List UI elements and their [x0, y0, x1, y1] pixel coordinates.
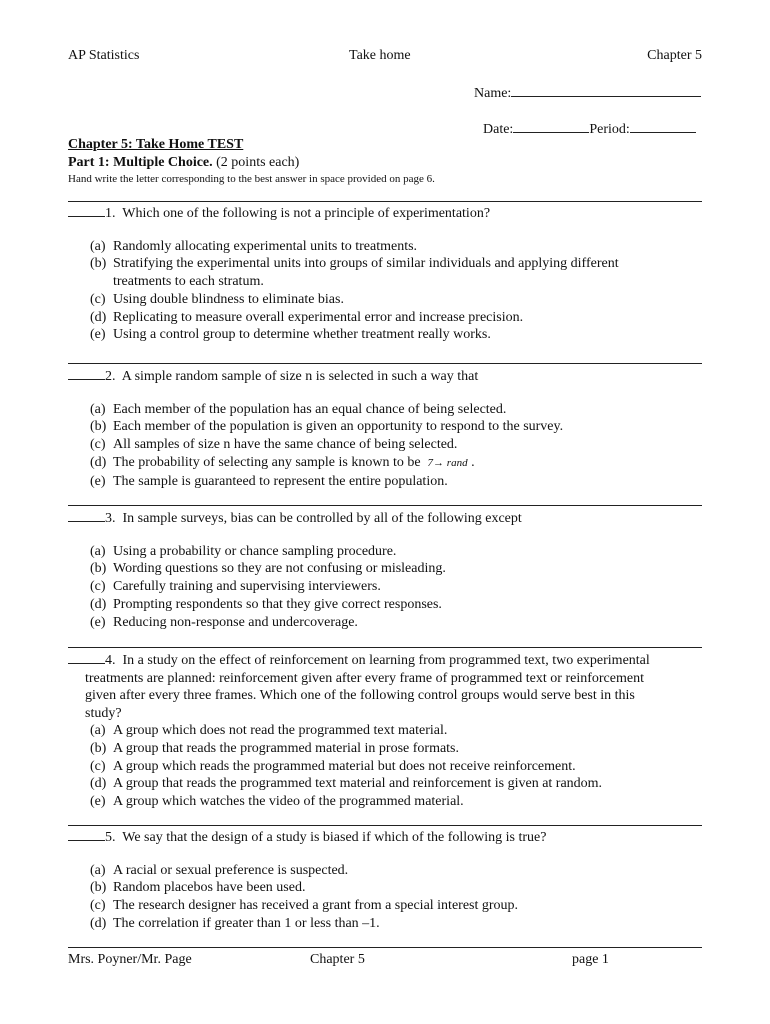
option-c: (c) A group which reads the programmed material but does not receive reinforcement. — [90, 758, 576, 774]
option-d: (d) Prompting respondents so that they give correct responses. — [90, 596, 442, 612]
option-b-continued: treatments to each stratum. — [113, 274, 264, 290]
option-a: (a) A group which does not read the programmed text material. — [90, 723, 448, 738]
question-3 — [68, 509, 702, 631]
answer-blank-3[interactable] — [68, 509, 105, 522]
option-a: (a) Randomly allocating experimental units to treatments. — [90, 238, 418, 254]
option-b: (b) Stratifying the experimental units into groups of similar individuals and applying different — [90, 256, 619, 272]
option-e: (e) Using a control group to determine whether treatment really works. — [90, 327, 491, 343]
part-title: Part 1: Multiple Choice. — [68, 155, 213, 170]
option-c: (c) Carefully training and supervising interviewers. — [90, 579, 381, 595]
answer-blank-2[interactable] — [68, 367, 105, 380]
option-b: (b) A group that reads the programmed material in prose formats. — [90, 740, 460, 756]
question-1 — [68, 204, 702, 344]
option-e: (e) Reducing non-response and undercoverage. — [90, 614, 358, 630]
footer-teachers: Mrs. Poyner/Mr. Page — [68, 952, 192, 967]
option-d: (d) The correlation if greater than 1 or less than –1. — [90, 915, 380, 931]
header-course: AP Statistics — [68, 48, 140, 63]
test-heading: Chapter 5: Take Home TEST — [68, 137, 244, 152]
header-chapter: Chapter 5 — [647, 48, 702, 63]
instructions: Hand write the letter corresponding to the best answer in space provided on page 6. — [68, 173, 435, 185]
option-a: (a) Each member of the population has an equal chance of being selected. — [90, 401, 507, 417]
option-d: (d) A group that reads the programmed text material and reinforcement is given at random. — [90, 776, 603, 792]
divider — [68, 825, 702, 826]
probability-expression: 7→ rand — [427, 456, 468, 469]
footer-chapter: Chapter 5 — [310, 952, 365, 967]
date-label: Date: — [483, 122, 514, 137]
divider — [68, 201, 702, 202]
question-text: In a study on the effect of reinforcement on learning from programmed text, two experimental — [122, 653, 650, 668]
date-period-fields — [483, 120, 696, 138]
question-5 — [68, 828, 702, 933]
answer-blank-4[interactable] — [68, 651, 105, 664]
question-number: 4. — [105, 653, 116, 668]
footer-divider — [68, 947, 702, 948]
option-d: (d) Replicating to measure overall experimental error and increase precision. — [90, 309, 524, 325]
name-label: Name: — [474, 86, 512, 101]
period-blank[interactable] — [630, 120, 696, 133]
option-c: (c) The research designer has received a grant from a special interest group. — [90, 898, 519, 914]
option-d: (d) The probability of selecting any sample is known to be 7→ rand . — [90, 454, 475, 470]
question-text: Which one of the following is not a principle of experimentation? — [122, 206, 491, 221]
question-number: 3. — [105, 511, 116, 526]
footer-page-number: page 1 — [572, 952, 609, 967]
option-a: (a) A racial or sexual preference is suspected. — [90, 862, 349, 878]
divider — [68, 647, 702, 648]
question-number: 1. — [105, 206, 116, 221]
name-field[interactable] — [474, 84, 701, 102]
question-text-continued: study? — [85, 705, 122, 721]
answer-blank-1[interactable] — [68, 204, 105, 217]
option-e: (e) A group which watches the video of the programmed material. — [90, 794, 464, 810]
question-number: 5. — [105, 830, 116, 845]
question-number: 2. — [105, 369, 116, 384]
question-text: In sample surveys, bias can be controlled by all of the following except — [122, 511, 522, 526]
question-text: A simple random sample of size n is selected in such a way that — [121, 369, 479, 384]
question-text-continued: given after every three frames. Which one of the following control groups would serve best in this — [85, 688, 635, 703]
period-label: Period: — [589, 122, 630, 137]
option-b: (b) Wording questions so they are not confusing or misleading. — [90, 561, 446, 577]
question-text-continued: treatments are planned: reinforcement given after every frame of programmed text or reinforcement — [85, 670, 644, 686]
option-b: (b) Random placebos have been used. — [90, 880, 306, 896]
part-points: (2 points each) — [212, 155, 300, 170]
option-c: (c) Using double blindness to eliminate bias. — [90, 291, 344, 307]
header-take-home: Take home — [349, 48, 411, 63]
option-a: (a) Using a probability or chance sampling procedure. — [90, 543, 397, 559]
question-2 — [68, 367, 702, 490]
divider — [68, 363, 702, 364]
option-e: (e) The sample is guaranteed to represent the entire population. — [90, 473, 448, 489]
divider — [68, 505, 702, 506]
part-heading — [68, 155, 299, 171]
question-text: We say that the design of a study is biased if which of the following is true? — [122, 830, 547, 845]
answer-blank-5[interactable] — [68, 828, 105, 841]
option-b: (b) Each member of the population is given an opportunity to respond to the survey. — [90, 419, 564, 435]
question-4 — [68, 651, 702, 811]
name-blank[interactable] — [511, 84, 701, 97]
date-blank[interactable] — [513, 120, 589, 133]
option-c: (c) All samples of size n have the same chance of being selected. — [90, 437, 458, 453]
